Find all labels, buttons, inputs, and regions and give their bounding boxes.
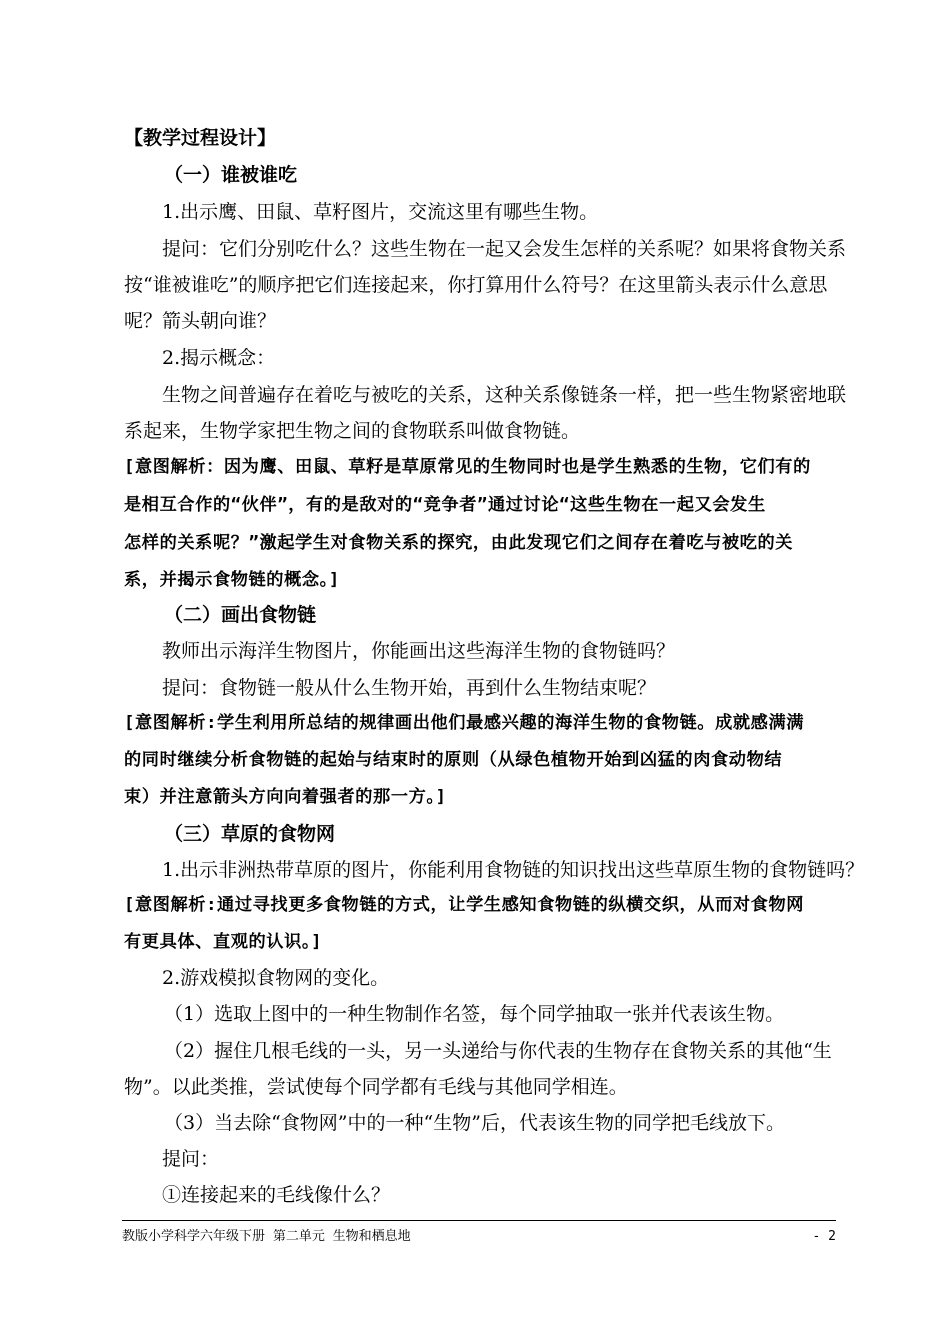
intent-note-line: [意图解析:通过寻找更多食物链的方式，让学生感知食物链的纵横交织，从而对食物网	[124, 895, 805, 915]
paragraph-line: （2）握住几根毛线的一头，另一头递给与你代表的生物存在食物关系的其他“生	[164, 1040, 832, 1062]
section-heading: （二）画出食物链	[164, 604, 317, 626]
intent-note-line: 系，并揭示食物链的概念。]	[124, 570, 340, 590]
paragraph-line: 1.出示非洲热带草原的图片，你能利用食物链的知识找出这些草原生物的食物链吗？	[162, 859, 865, 881]
intent-note-line: 的同时继续分析食物链的起始与结束时的原则（从绿色植物开始到凶猛的肉食动物结	[124, 750, 783, 770]
paragraph-line: 提问：它们分别吃什么？这些生物在一起又会发生怎样的关系呢？如果将食物关系	[162, 238, 847, 260]
intent-note-line: [意图解析：因为鹰、田鼠、草籽是草原常见的生物同时也是学生熟悉的生物，它们有的	[124, 457, 811, 477]
paragraph-line: 生物之间普遍存在着吃与被吃的关系，这种关系像链条一样，把一些生物紧密地联	[162, 384, 847, 406]
section-heading: （三）草原的食物网	[164, 823, 336, 845]
paragraph-line: 呢？箭头朝向谁？	[124, 310, 277, 332]
section-heading: （一）谁被谁吃	[164, 164, 298, 186]
intent-note-line: 怎样的关系呢？”激起学生对食物关系的探究，由此发现它们之间存在着吃与被吃的关	[124, 533, 794, 553]
paragraph-line: 提问：	[162, 1148, 220, 1170]
intent-note-line: 有更具体、直观的认识。]	[124, 932, 323, 952]
intent-note-line: 是相互合作的“伙伴”，有的是敌对的“竞争者”通过讨论“这些生物在一起又会发生	[124, 495, 766, 515]
paragraph-line: 按“谁被谁吃”的顺序把它们连接起来，你打算用什么符号？在这里箭头表示什么意思	[124, 274, 828, 296]
paragraph-line: （3）当去除“食物网”中的一种“生物”后，代表该生物的同学把毛线放下。	[164, 1112, 785, 1134]
page-title: 【教学过程设计】	[124, 127, 277, 149]
page-number: - 2	[812, 1229, 836, 1244]
paragraph-line: 教师出示海洋生物图片，你能画出这些海洋生物的食物链吗？	[162, 640, 676, 662]
paragraph-line: ①连接起来的毛线像什么？	[162, 1184, 391, 1206]
footer-text: 教版小学科学六年级下册 第二单元 生物和栖息地	[122, 1229, 411, 1244]
paragraph-line: 物”。以此类推，尝试使每个同学都有毛线与其他同学相连。	[124, 1076, 628, 1098]
intent-note-line: [意图解析:学生利用所总结的规律画出他们最感兴趣的海洋生物的食物链。成就感满满	[124, 713, 805, 733]
paragraph-line: 系起来，生物学家把生物之间的食物联系叫做食物链。	[124, 420, 581, 442]
paragraph-line: 1.出示鹰、田鼠、草籽图片，交流这里有哪些生物。	[162, 201, 599, 223]
footer-divider	[122, 1220, 836, 1221]
paragraph-line: 2.游戏模拟食物网的变化。	[162, 967, 390, 989]
intent-note-line: 束）并注意箭头方向向着强者的那一方。]	[124, 787, 447, 807]
paragraph-line: 提问：食物链一般从什么生物开始，再到什么生物结束呢？	[162, 677, 657, 699]
paragraph-line: （1）选取上图中的一种生物制作名签，每个同学抽取一张并代表该生物。	[164, 1003, 785, 1025]
paragraph-line: 2.揭示概念：	[162, 347, 276, 369]
